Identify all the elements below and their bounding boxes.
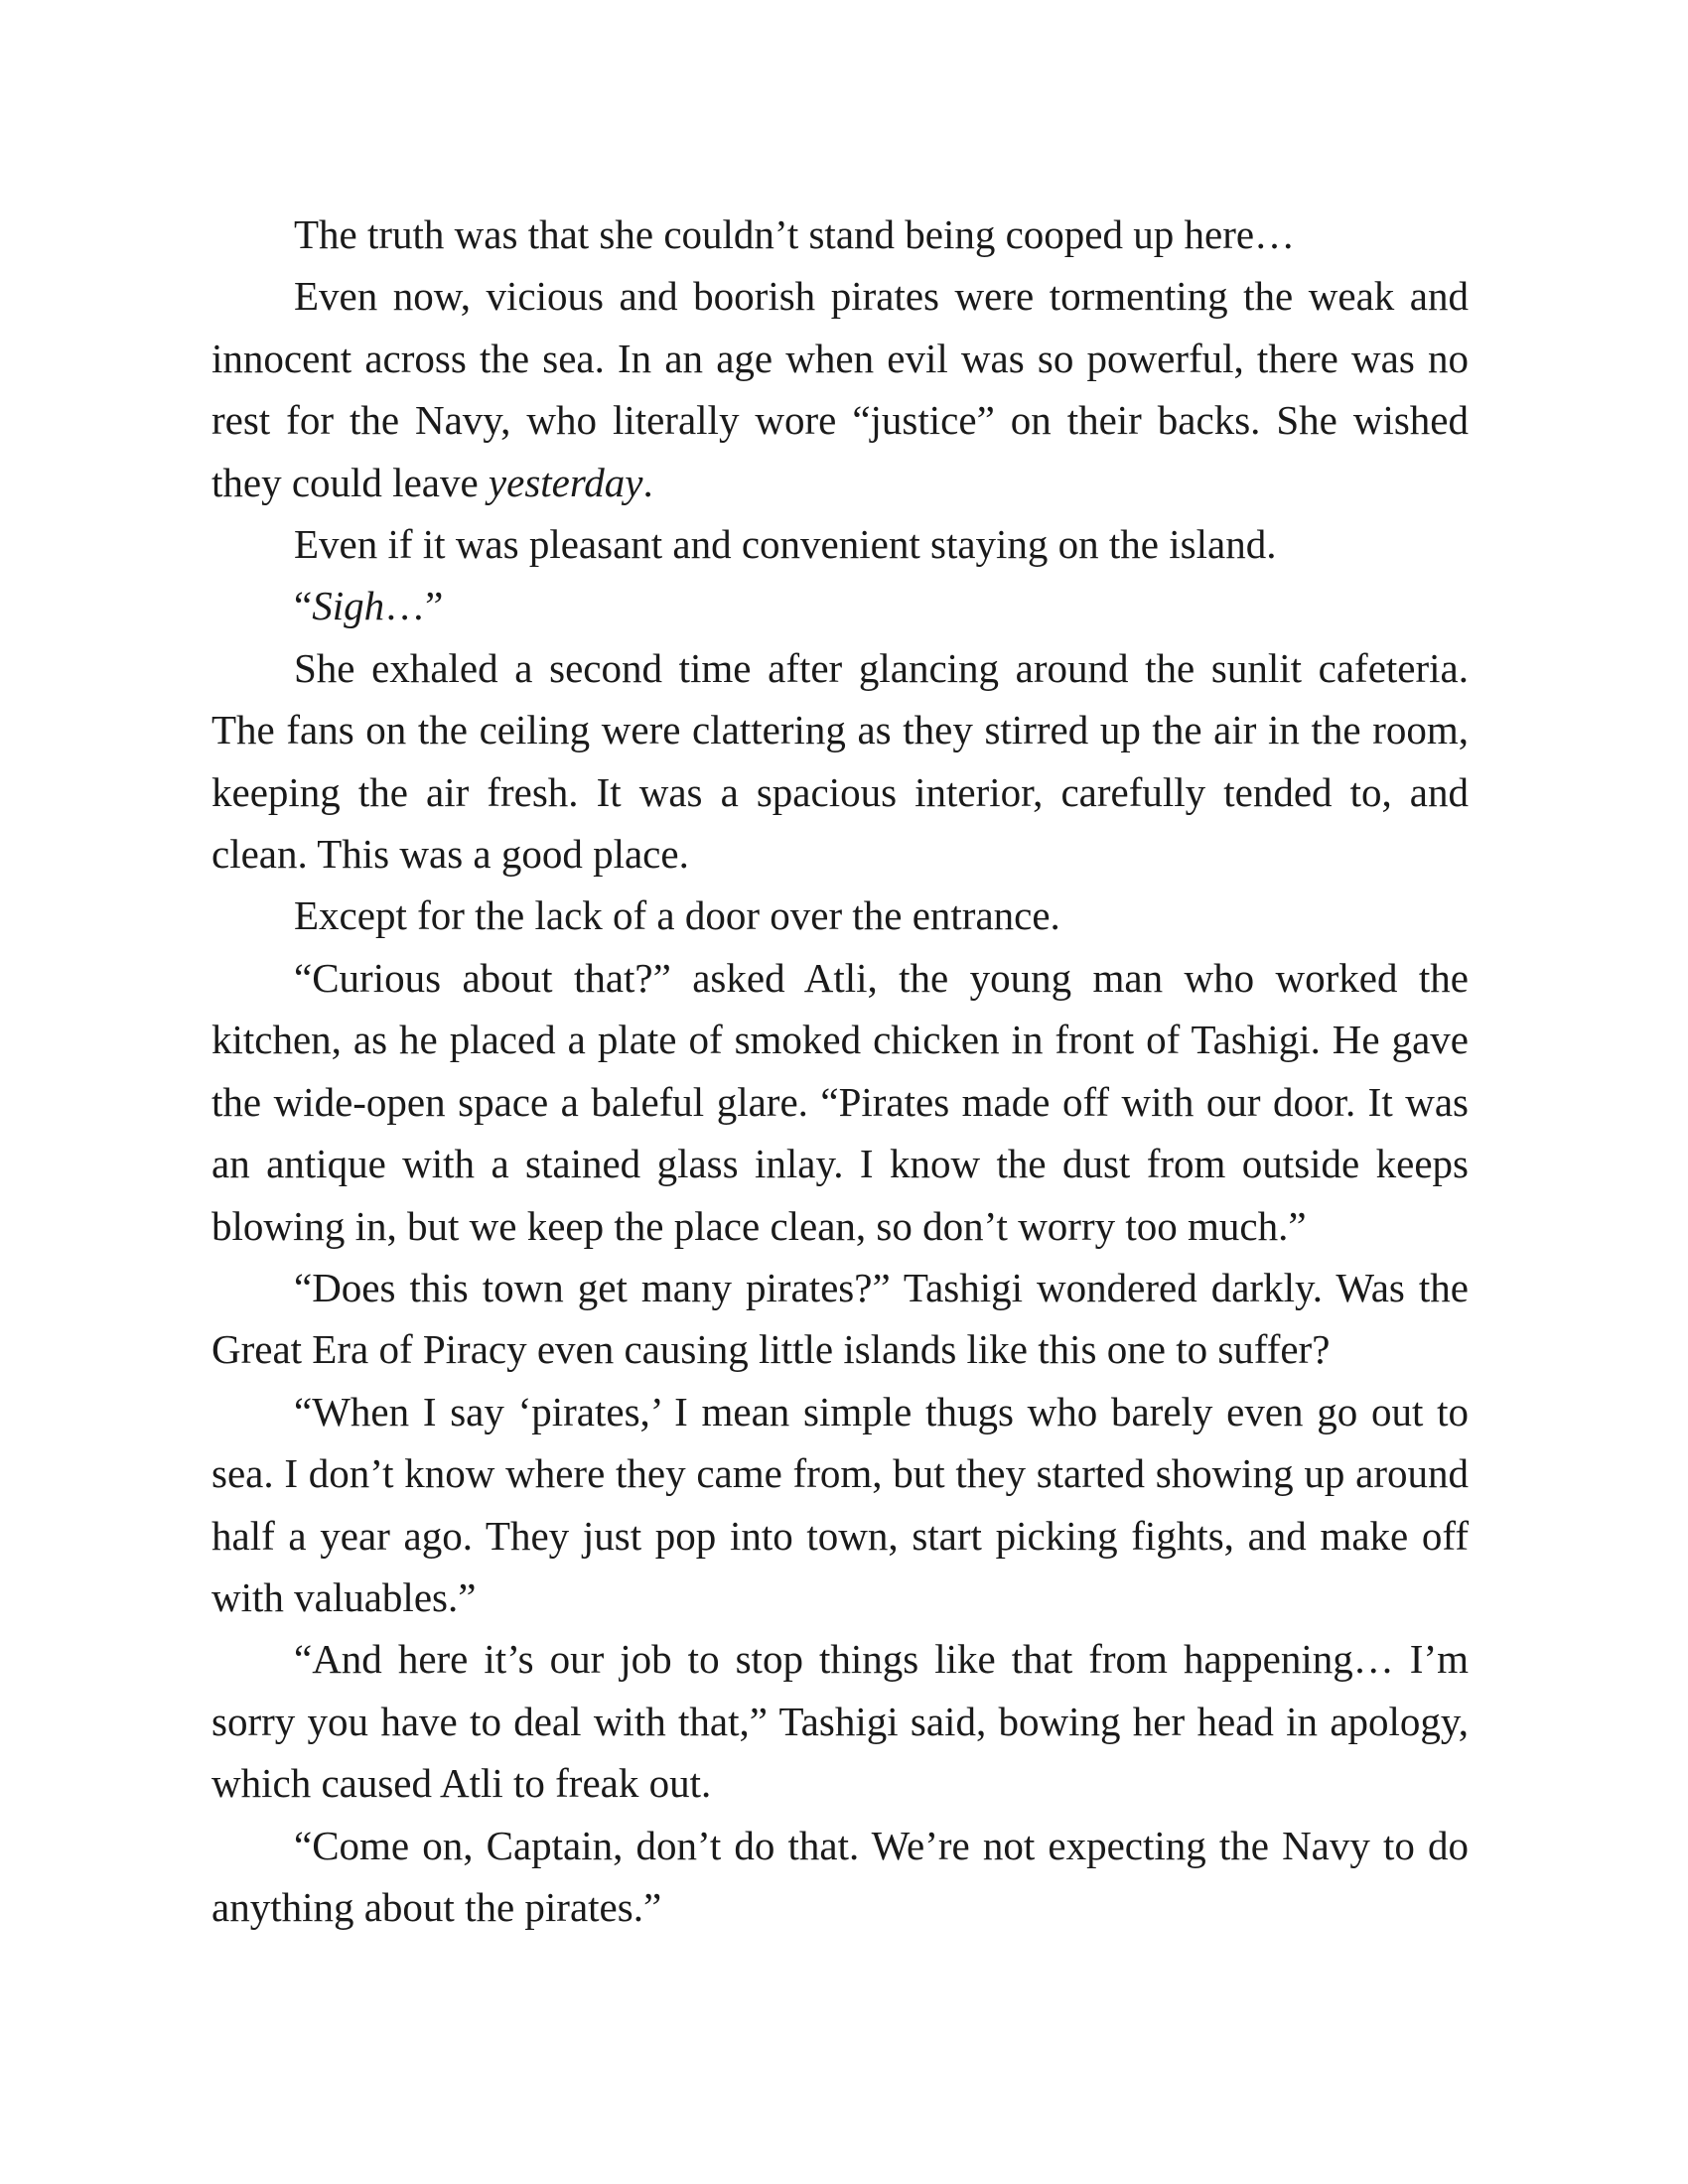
- emphasis-text: Sigh: [312, 583, 385, 629]
- paragraph-2: [211, 265, 1469, 513]
- paragraph-8: [211, 1257, 1469, 1381]
- paragraph-text: “And here it’s our job to stop things like that from happening… I’m sorry you have to deal with that,” Tashigi said, bowing her head in apology, which caused Atli to freak out.: [211, 1636, 1469, 1807]
- paragraph-4: [211, 575, 1469, 636]
- paragraph-text: She exhaled a second time after glancing around the sunlit cafeteria. The fans on the ceiling were clattering as they stirred up the air in the room, keeping the air fresh. It was a spacious interior, carefully tended to, and clean. This was a good place.: [211, 644, 1469, 878]
- paragraph-text: Even if it was pleasant and convenient staying on the island.: [294, 521, 1277, 568]
- open-quote: “: [294, 583, 313, 629]
- paragraph-1: [211, 204, 1469, 265]
- emphasis-text: yesterday: [488, 459, 643, 505]
- paragraph-9: [211, 1381, 1469, 1629]
- paragraph-text: “Come on, Captain, don’t do that. We’re not expecting the Navy to do anything about the pirates.”: [211, 1822, 1469, 1930]
- paragraph-11: [211, 1815, 1469, 1939]
- paragraph-7: [211, 947, 1469, 1257]
- paragraph-text: Except for the lack of a door over the entrance.: [294, 892, 1060, 939]
- paragraph-text: The truth was that she couldn’t stand being cooped up here…: [294, 211, 1296, 257]
- paragraph-6: [211, 885, 1469, 946]
- paragraph-text: “Does this town get many pirates?” Tashigi wondered darkly. Was the Great Era of Piracy even causing little islands like this one to suffer?: [211, 1264, 1469, 1373]
- paragraph-10: [211, 1628, 1469, 1814]
- paragraph-5: [211, 637, 1469, 886]
- paragraph-3: [211, 513, 1469, 575]
- body-text: [211, 204, 1469, 1938]
- close-quote: …”: [384, 583, 444, 629]
- paragraph-text: “Curious about that?” asked Atli, the young man who worked the kitchen, as he placed a plate of smoked chicken in front of Tashigi. He gave the wide-open space a baleful glare. “Pirates made off with our door. It was an antique with a stained glass inlay. I know the dust from outside keeps blowing in, but we keep the place clean, so don’t worry too much.”: [211, 954, 1469, 1249]
- paragraph-text-end: .: [642, 459, 653, 505]
- paragraph-text: Even now, vicious and boorish pirates were tormenting the weak and innocent across the sea. In an age when evil was so powerful, there was no rest for the Navy, who literally wore “justice” on their backs. She wished they could leave: [211, 273, 1469, 505]
- paragraph-text: “When I say ‘pirates,’ I mean simple thugs who barely even go out to sea. I don’t know where they came from, but they started showing up around half a year ago. They just pop into town, start picking fights, and make off with valuables.”: [211, 1388, 1469, 1620]
